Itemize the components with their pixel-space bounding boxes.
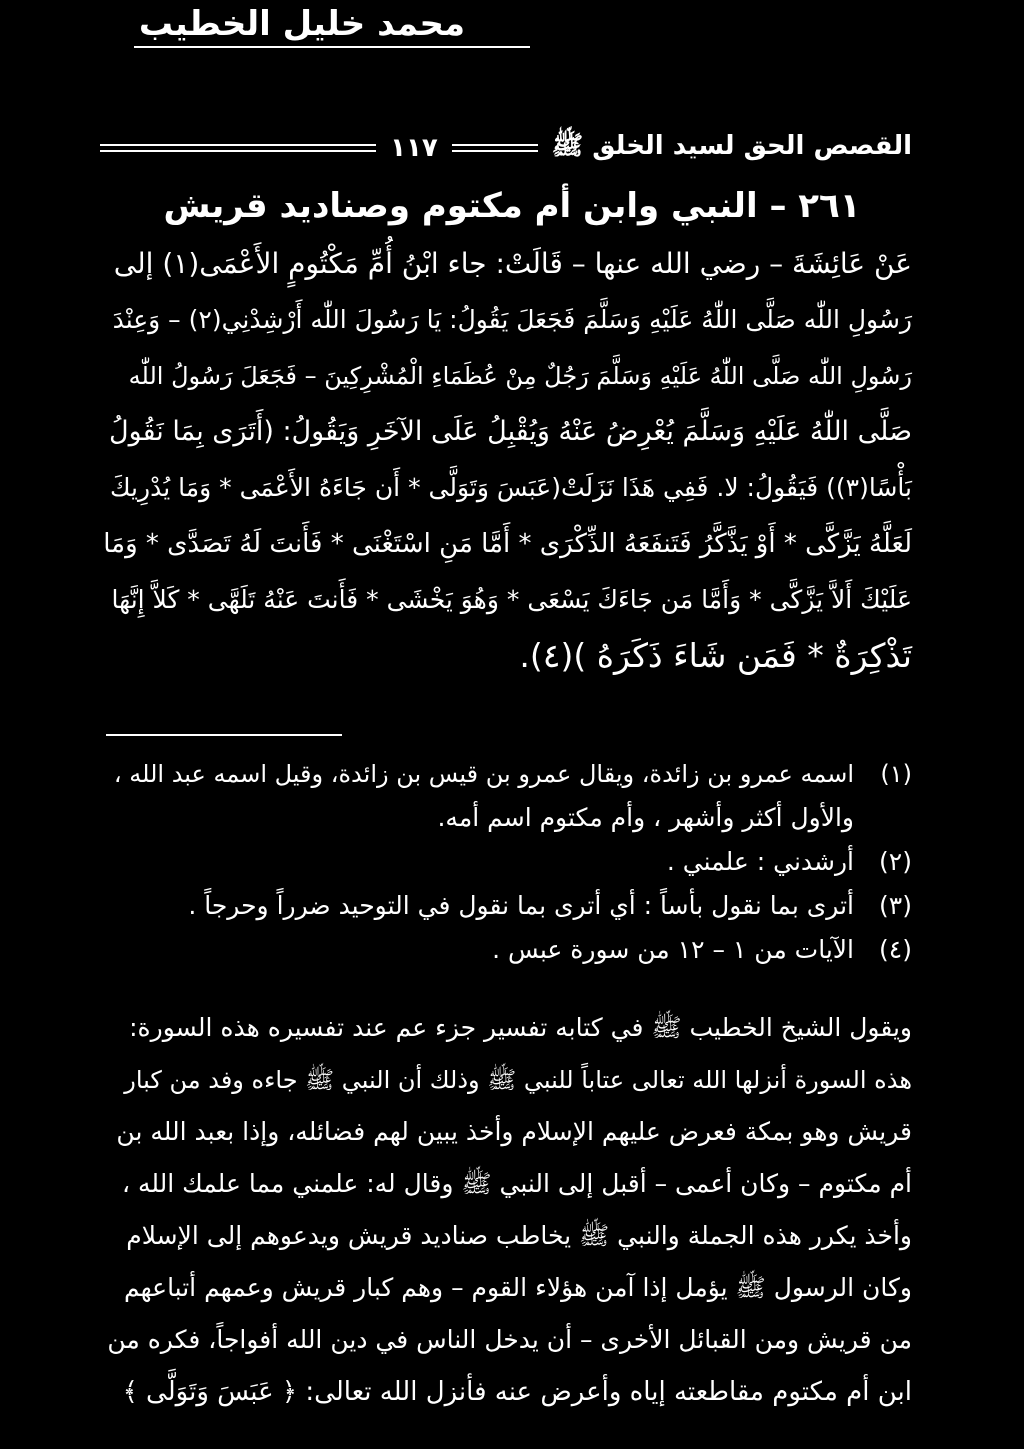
- commentary-line: من قريش ومن القبائل الأخرى – أن يدخل الناس في دين الله أفواجاً، فكره من: [107, 1325, 912, 1354]
- footnote-text: والأول أكثر وأشهر ، وأم مكتوم اسم أمه.: [437, 803, 854, 832]
- commentary-line: أم مكتوم – وكان أعمى – أقبل إلى النبي ﷺ وقال له: علمني مما علمك الله ،: [121, 1169, 912, 1198]
- footnote-text: أرشدني : علمني .: [666, 847, 854, 876]
- footnote: [100, 840, 912, 884]
- section-heading: ٢٦١ – النبي وابن أم مكتوم وصناديد قريش: [163, 186, 861, 226]
- hadith-text: [100, 236, 912, 684]
- commentary-line: وأخذ يكرر هذه الجملة والنبي ﷺ يخاطب صناديد قريش ويدعوهم إلى الإسلام: [126, 1221, 912, 1250]
- footnote-number: (٢): [879, 847, 912, 876]
- page-number: ١١٧: [390, 133, 438, 163]
- footnote: [100, 928, 912, 972]
- body-line: بَأْسًا(٣)) فَيَقُولُ: لا. فَفِي هَذَا نَزَلَتْ(عَبَسَ وَتَوَلَّى * أَن جَاءَهُ الأَعْمَى * وَمَا يُدْرِيكَ: [109, 473, 912, 502]
- footnote: [100, 796, 912, 840]
- body-line: عَلَيْكَ أَلاَّ يَزَّكَّى * وَأَمَّا مَن جَاءَكَ يَسْعَى * وَهُوَ يَخْشَى * فَأَنتَ عَنْهُ تَلَهَّى * كَلاَّ إِنَّهَا: [111, 585, 912, 614]
- commentary-line: قريش وهو بمكة فعرض عليهم الإسلام وأخذ يبين لهم فضائله، وإذا بعبد الله بن: [116, 1117, 912, 1146]
- body-line: تَذْكِرَةٌ * فَمَن شَاءَ ذَكَرَهُ )(٤).: [519, 636, 912, 675]
- footnote-number: (٤): [879, 935, 912, 964]
- footnote-number: (٣): [879, 891, 912, 920]
- running-title: القصص الحق لسيد الخلق ﷺ: [551, 131, 912, 161]
- footnote-text: اسمه عمرو بن زائدة، ويقال عمرو بن قيس بن زائدة، وقيل اسمه عبد الله ،: [113, 760, 854, 788]
- footnote-separator: [106, 734, 342, 736]
- author-underline: [134, 46, 530, 48]
- footnote-text: الآيات من ١ – ١٢ من سورة عبس .: [492, 935, 854, 964]
- body-line: لَعَلَّهُ يَزَّكَّى * أَوْ يَذَّكَّرُ فَتَنفَعَهُ الذِّكْرَى * أَمَّا مَنِ اسْتَغْنَى * فَأَنتَ لَهُ تَصَدَّى * وَمَا: [103, 529, 912, 559]
- body-line: رَسُولِ اللّٰه صَلَّى اللّٰهُ عَلَيْهِ وَسَلَّمَ فَجَعَلَ يَقُولُ: يَا رَسُولَ اللّٰه أَرْشِدْنِي(٢) – وَعِنْدَ: [112, 305, 912, 334]
- footnote: [100, 752, 912, 796]
- commentary-line: هذه السورة أنزلها الله تعالى عتاباً للنبي ﷺ وذلك أن النبي ﷺ جاءه وفد من كبار: [124, 1066, 912, 1094]
- header-rule-short: [452, 144, 538, 152]
- footnotes: [100, 752, 912, 972]
- footnote-number: [864, 796, 912, 840]
- header-rule-long: [100, 144, 376, 152]
- body-line: صَلَّى اللّٰهُ عَلَيْهِ وَسَلَّمَ يُعْرِضُ عَنْهُ وَيُقْبِلُ عَلَى الآخَرِ وَيَقُولُ: (أَتَرَى بِمَا نَقُولُ: [109, 416, 912, 447]
- page-header: [100, 128, 912, 168]
- body-line: رَسُولِ اللّٰه صَلَّى اللّٰهُ عَلَيْهِ وَسَلَّمَ رَجُلٌ مِنْ عُظَمَاءِ الْمُشْرِكِينَ – فَجَعَلَ رَسُولُ اللّٰه: [128, 362, 912, 390]
- commentary-line: ابن أم مكتوم مقاطعته إياه وأعرض عنه فأنزل الله تعالى: ﴿ عَبَسَ وَتَوَلَّى ﴾: [122, 1377, 912, 1407]
- author-name: محمد خليل الخطيب: [138, 4, 466, 44]
- body-line: عَنْ عَائِشَةَ – رضي الله عنها – قَالَتْ: جاء ابْنُ أُمِّ مَكْتُومٍ الأَعْمَى(١) إلى: [113, 247, 912, 280]
- footnote-number: (١): [880, 760, 912, 788]
- footnote-text: أترى بما نقول بأساً : أي أترى بما نقول في التوحيد ضرراً وحرجاً .: [188, 891, 854, 920]
- footnote: [100, 884, 912, 928]
- commentary-line: وكان الرسول ﷺ يؤمل إذا آمن هؤلاء القوم – وهم كبار قريش وعمهم أتباعهم: [123, 1273, 912, 1302]
- commentary-line: ويقول الشيخ الخطيب ﷺ في كتابه تفسير جزء عم عند تفسيره هذه السورة:: [129, 1013, 912, 1042]
- commentary-text: [100, 1002, 912, 1418]
